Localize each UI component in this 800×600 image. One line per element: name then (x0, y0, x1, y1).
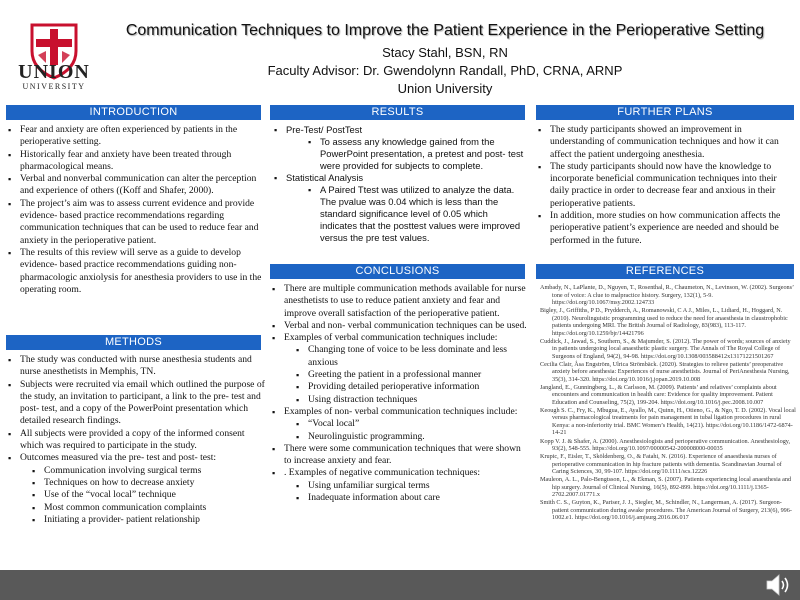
logo-wordmark-university: UNIVERSITY (22, 82, 86, 91)
list-item: ▪ All subjects were provided a copy of the informed consent which was required to participate in the study. (8, 428, 266, 453)
list-item: ▪ Techniques on how to decrease anxiety (32, 477, 266, 489)
nonverbal-examples-label: Examples of non- verbal communication techniques include: (284, 405, 518, 417)
speaker-icon[interactable] (764, 572, 792, 598)
logo-wordmark-union: UNION (18, 61, 90, 83)
list-item: ▪ Verbal and non- verbal communication techniques can be used. (272, 320, 528, 332)
list-item: ▪ Using distraction techniques (296, 394, 528, 406)
references-section (540, 284, 796, 568)
list-item: ▪ There are multiple communication methods available for nurse anesthetists to use to reduce patient anxiety and fear and improve overall satisfaction of the perioperative patient. (272, 283, 528, 320)
list-item (272, 406, 528, 443)
list-item: ▪ Greeting the patient in a professional manner (296, 369, 528, 381)
list-item: ▪ “Vocal local” (296, 418, 528, 430)
list-item: ▪ Providing detailed perioperative information (296, 381, 528, 393)
reference-entry: Ambady, N., LaPlante, D., Nguyen, T., Rosenthal, R., Chaumeton, N., Levinson, W. (2002). Surgeons’ tone of voice: A clue to malpractice history. Surgery, 132(1), 5-9. https://doi.org/10.1067/msy.2002.124733 (540, 284, 794, 306)
reference-entry: Keough S. C., Fry, K., Mbugua, E., Ayallo, M., Quinn, H., Otieno, G., & Ngo, T. D. (2002). Vocal local versus pharmacological treatments for pain management in tubal ligation procedures in rural Kenya: a non-inferiority trial. BMC Women’s Health, 14(21). https://doi.org/10.1186/1472-6874-14-21 (540, 406, 796, 437)
list-item: ▪ Fear and anxiety are often experienced by patients in the perioperative setting. (8, 124, 263, 149)
list-item: ▪ To assess any knowledge gained from the PowerPoint presentation, a pretest and post- test were provided for subjects to complete. (308, 136, 526, 172)
poster-title: Communication Techniques to Improve the Patient Experience in the Perioperative Setting (125, 22, 765, 39)
list-item: ▪ Subjects were recruited via email which outlined the purpose of the study, an invitation to participant, a link to the pre- test and post- test, and a copy of the PowerPoint presentation which detailed research findings. (8, 379, 266, 428)
references-heading: REFERENCES (536, 264, 794, 279)
reference-entry: Jangland, E., Gunningberg, L., & Carlsson, M. (2009). Patients’ and relatives’ complaints about encounters and communication in health care: Evidence for quality improvement. Patient Education and Counseling, 75(2), 199-204. https://doi.org/10.1016/j.pec.2008.10.007 (540, 383, 777, 406)
reference-entry: Smith C. S., Guyton, K., Pariser, J. J., Siegler, M., Schindler, N., Langerman, A. (2017). Surgeon-patient communication during awake procedures. The American Journal of Surgery, 213(6), 996-1002.e1. https://doi.org/10.1016/j.amjsurg.2016.06.017 (540, 499, 792, 522)
list-item: ▪ The study participants showed an improvement in understanding of communication techniques and how it can affect the patient undergoing anesthesia. (538, 124, 796, 161)
list-item: ▪ The study was conducted with nurse anesthesia students and nurse anesthetists in Memphis, TN. (8, 354, 266, 379)
results-section (272, 124, 526, 260)
results-heading: RESULTS (270, 105, 525, 120)
list-item: ▪ Communication involving surgical terms (32, 465, 266, 477)
introduction-section (8, 124, 263, 332)
results-statistics-label: Statistical Analysis (286, 172, 364, 183)
reference-entry: Krupic, F., Eisler, T., Sköldenberg, O., & Fatahi, N. (2016). Experience of anaesthesia nurses of perioperative communication in hip fracture patients with dementia. Scandinavian Journal of Caring Sciences, 30, 99-107. https://doi.org/10.1111/scs.12226 (540, 453, 782, 476)
list-item: ▪ Verbal and nonverbal communication can alter the perception and experience of others ((Koff and Shafer, 2000). (8, 173, 263, 198)
list-item: ▪ Most common communication complaints (32, 502, 266, 514)
list-item: ▪ Changing tone of voice to be less dominate and less anxious (296, 344, 528, 369)
further-plans-section (538, 124, 796, 264)
list-item: ▪ Historically fear and anxiety have been treated through pharmacological means. (8, 149, 263, 174)
list-item (272, 467, 528, 504)
list-item: ▪ Initiating a provider- patient relationship (32, 514, 266, 526)
list-item (272, 332, 528, 406)
reference-entry: Kopp V. J. & Shafer, A. (2000). Anesthesiologists and perioperative communication. Anesthesiology, 93(2), 548-555. https://doi.org/10.1097/00000542-200008000-00035 (540, 437, 791, 453)
bottom-bar (0, 570, 800, 600)
list-item (272, 124, 526, 172)
university-name: Union University (397, 81, 493, 96)
list-item: ▪ Inadequate information about care (296, 492, 528, 504)
methods-section (8, 354, 266, 568)
faculty-advisor: Faculty Advisor: Dr. Gwendolynn Randall, PhD, CRNA, ARNP (267, 63, 623, 78)
list-item: ▪ The project’s aim was to assess current evidence and provide evidence- based practice recommendations regarding communication techniques that can be used to reduce fear and anxiety in the perioperative patient. (8, 198, 263, 247)
author-name: Stacy Stahl, BSN, RN (382, 45, 508, 60)
reference-entry: Mauleon, A. L., Palo-Bengtsson, L., & Ekman, S. (2007). Patients experiencing local anaesthesia and hip surgery. Journal of Clinical Nursing, 16(5), 892-899. https://doi.org/10.1111/j.1365-2702.2007.01771.x (540, 476, 792, 499)
reference-entry: Bigley, J., Griffiths, P D., Prydderch, A., Romanowski, C A J., Miles, L., Lidiard, H., Hoggard, N. (2010). Neurolinguistic programming used to reduce the need for anaesthesia in claustrophobic patients undergoing MRI. The British Journal of Radiology, 83(983), 113-117. https://doi.org/10.1259/bjr/14421796 (540, 307, 788, 337)
conclusions-heading: CONCLUSIONS (270, 264, 525, 279)
list-item: ▪ There were some communication techniques that were shown to increase anxiety and fear. (272, 443, 528, 468)
methods-heading: METHODS (6, 335, 261, 350)
list-item (272, 172, 526, 244)
list-item (8, 452, 266, 526)
list-item: ▪ Use of the “vocal local” technique (32, 489, 266, 501)
list-item: ▪ The results of this review will serve as a guide to develop evidence- based practice recommendations guiding non- pharmacologic anxiolysis for anesthesia providers to use in the operating room. (8, 247, 263, 296)
outcomes-label: Outcomes measured via the pre- test and post- test: (20, 452, 217, 464)
reference-entry: Cuddick, J., Jawad, S., Southern, S., & Majumder, S. (2012). The power of words; sources of anxiety in patients undergoing local anaesthetic plastic surgery. The Annals of The Royal College of Surgeons of England, 94(2), 94-98. https://doi.org/10.1308/003588412x13171221501267 (540, 337, 791, 360)
list-item: ▪ A Paired Ttest was utilized to analyze the data. The pvalue was 0.04 which is less than the standard significance level of 0.05 which indicates that the posttest values were improved versus the pre test values. (308, 184, 526, 244)
results-pretest-label: Pre-Test/ PostTest (286, 124, 363, 135)
list-item: ▪ Neurolinguistic programming. (296, 431, 528, 443)
conclusions-section (272, 283, 528, 568)
introduction-heading: INTRODUCTION (6, 105, 261, 120)
further-plans-heading: FURTHER PLANS (536, 105, 794, 120)
list-item: ▪ Using unfamiliar surgical terms (296, 480, 528, 492)
verbal-examples-label: Examples of verbal communication techniques include: (284, 332, 498, 344)
list-item: ▪ The study participants should now have the knowledge to incorporate beneficial communication techniques into their daily practice in order to decrease fear and anxious in their perioperative patients. (538, 161, 796, 210)
reference-entry: Cecilia Clair, Åsa Engström, Ulrica Strömbäck. (2020). Strategies to relieve patients’ preoperative anxiety before anesthesia: Experiences of nurse anesthetists. Journal of PeriAnesthesia Nursing, 35(3), 314-320. https://doi.org/10.1016/j.jopan.2019.10.008 (540, 360, 790, 383)
list-item: ▪ In addition, more studies on how communication affects the perioperative patient’s experience are needed and should be performed in the future. (538, 210, 796, 247)
negative-examples-label: . Examples of negative communication techniques: (284, 467, 481, 479)
